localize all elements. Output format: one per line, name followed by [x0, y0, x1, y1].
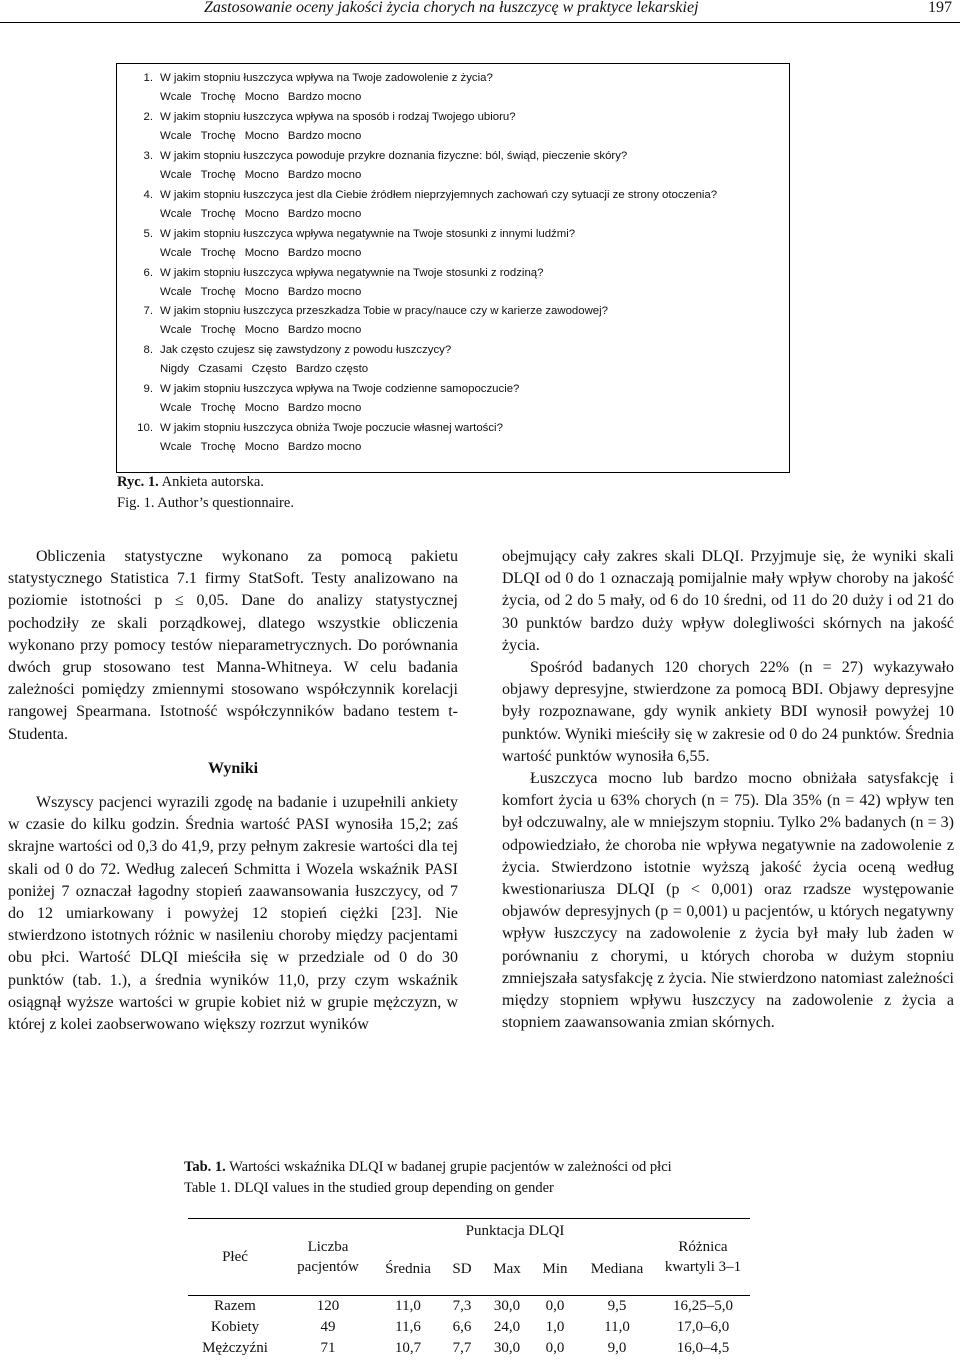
answer-option: Mocno [244, 285, 279, 298]
question-text: W jakim stopniu łuszczyca wpływa na Twoje codzienne samopoczucie? [160, 383, 520, 396]
answer-option: Mocno [244, 441, 279, 454]
question-text: W jakim stopniu łuszczyca jest dla Ciebie źródłem nieprzyjemnych zachowań czy sytuacji ze strony otoczenia? [160, 188, 718, 201]
figure-caption-pl [117, 474, 264, 491]
table-cell: 10,7 [394, 1340, 422, 1356]
question-number: 6. [143, 266, 153, 279]
table-cell: Razem [188, 1296, 282, 1318]
table-cell: 0,0 [532, 1296, 578, 1318]
answer-option: Trochę [200, 246, 236, 259]
question-text: W jakim stopniu łuszczyca wpływa na Twoje zadowolenie z życia? [160, 72, 493, 84]
table-cell: 11,0 [604, 1319, 630, 1335]
header-srednia: Średnia [385, 1261, 431, 1277]
table-cell: 6,6 [452, 1319, 472, 1335]
header-sd: SD [452, 1261, 472, 1277]
dlqi-table [188, 1218, 750, 1359]
answer-option: Mocno [244, 91, 279, 103]
table-cell: Kobiety [210, 1319, 260, 1335]
question-text: W jakim stopniu łuszczyca wpływa na sposób i rodzaj Twojego ubioru? [160, 110, 516, 123]
question-text: Jak często czujesz się zawstydzony z powodu łuszczycy? [160, 344, 452, 357]
answer-option: Wcale [160, 91, 192, 103]
satisfaction-paragraph: Łuszczyca mocno lub bardzo mocno obniżała satysfakcję i komfort życia u 63% chorych (n = 75). Dla 35% (n = 42) wpływ ten był odczuwalny, ale w mniejszym stopniu. Tylko 2% badanych (n = 3) odpowiedziało, że choroba nie wpływa negatywnie na zadowolenie z życia. Stwierdzono istotnie wyższą jakość życia oceną według kwestionariusza DLQI (p < 0,001) oraz rzadsze występowanie objawów depresyjnych (p = 0,001) u pacjentów, u których negatywny wpływ łuszczycy na zadowolenie z życia był mały lub żaden w porównaniu z chorymi, u których choroba w dużym stopniu zmniejszała satysfakcję z życia. Nie stwierdzono natomiast zależności między stopniem wpływu łuszczycy na zadowolenie z życia a stopniem zaawansowania zmian skórnych. [502, 770, 954, 1032]
results-paragraph: Wszyscy pacjenci wyrazili zgodę na badanie i uzupełnili ankiety w czasie do kilku godzin. Średnia wartość PASI wynosiła 15,2; zaś skrajne wartości od 0,3 do 41,9, przy pełnym zakresie wartości dla tej skali od 0 do 72. Według zaleceń Schmitta i Wozela wskaźnik PASI poniżej 7 oznaczał łagodny stopień zaawansowania łuszczycy, od 7 do 12 umiarkowany i powyżej 12 stopień ciężki [23]. Nie stwierdzono istotnych różnic w nasileniu choroby między pacjentami obu płci. Wartość DLQI mieściła się w przedziale od 0 do 30 punktów (tab. 1.), a średnia wyników 11,0, przy czym wskaźnik osiągnął wyższe wartości w grupie kobiet niż w grupie mężczyzn, w której z kolei zaobserwowano większy rozrzut wyników [8, 794, 458, 1034]
dlqi-scale-paragraph: obejmujący cały zakres skali DLQI. Przyjmuje się, że wyniki skali DLQI od 0 do 1 oznaczają pomijalnie mały wpływ choroby na jakość życia, od 2 do 5 mały, od 6 do 10 średni, od 11 do 20 duży i od 21 do 30 punktów bardzo duży wpływ dolegliwości skórnych na jakość życia. [502, 548, 954, 654]
answer-option: Mocno [244, 207, 279, 220]
answer-option: Wcale [160, 246, 192, 259]
answer-options [160, 130, 370, 142]
answer-option: Trochę [200, 168, 236, 181]
question-number: 3. [143, 149, 153, 162]
page-number: 197 [928, 0, 952, 16]
header-min: Min [542, 1261, 568, 1277]
figure-caption-en: Fig. 1. Author’s questionnaire. [117, 495, 294, 511]
answer-options [160, 286, 370, 298]
answer-option: Wcale [160, 207, 192, 220]
question-text: W jakim stopniu łuszczyca wpływa negatywnie na Twoje stosunki z rodziną? [160, 266, 544, 279]
answer-option: Wcale [160, 285, 192, 298]
table-cell: 7,7 [452, 1340, 472, 1356]
figure-caption-text: Ankieta autorska. [158, 474, 264, 490]
answer-options [160, 91, 370, 103]
figure-label: Ryc. 1. [117, 474, 159, 490]
table-cell: 11,0 [374, 1296, 442, 1318]
table-cell: 24,0 [493, 1319, 521, 1335]
question-text: W jakim stopniu łuszczyca przeszkadza Tobie w pracy/nauce czy w karierze zawodowej? [160, 305, 609, 318]
table-cell: 120 [282, 1296, 374, 1318]
table-cell: 0,0 [545, 1340, 565, 1356]
header-plec: Płeć [188, 1219, 282, 1296]
table-caption-en: Table 1. DLQI values in the studied group depending on gender [184, 1180, 554, 1196]
answer-option: Bardzo mocno [287, 441, 362, 454]
answer-option: Wcale [160, 324, 192, 337]
answer-option: Trochę [200, 402, 236, 415]
answer-option: Wcale [160, 441, 192, 454]
answer-option: Trochę [200, 129, 236, 142]
answer-options [160, 247, 370, 259]
table-cell: 1,0 [545, 1319, 565, 1335]
question-text: W jakim stopniu łuszczyca wpływa negatywnie na Twoje stosunki z innymi ludźmi? [160, 227, 576, 240]
header-punktacja: Punktacja DLQI [374, 1219, 656, 1244]
right-column [502, 546, 954, 1034]
answer-options [160, 402, 370, 414]
table-cell: Mężczyźni [202, 1340, 268, 1356]
table-cell: 17,0–6,0 [676, 1319, 730, 1335]
table-cell: 30,0 [482, 1296, 532, 1318]
answer-option: Wcale [160, 168, 192, 181]
answer-options [160, 324, 370, 336]
answer-options [160, 208, 370, 220]
answer-option: Wcale [160, 402, 192, 415]
answer-option: Mocno [244, 402, 279, 415]
table-cell: 30,0 [493, 1340, 521, 1356]
question-number: 5. [143, 227, 153, 240]
answer-option: Trochę [200, 207, 236, 220]
question-number: 7. [143, 305, 153, 318]
answer-option: Bardzo mocno [287, 129, 362, 142]
table-cell: 71 [320, 1340, 336, 1356]
answer-option: Trochę [200, 324, 236, 337]
left-column [8, 546, 458, 1036]
table-cell: 9,5 [578, 1296, 656, 1318]
table-caption-text: Wartości wskaźnika DLQI w badanej grupie pacjentów w zależności od płci [225, 1159, 672, 1175]
results-heading: Wyniki [207, 759, 259, 777]
table-cell: 16,25–5,0 [656, 1296, 750, 1318]
answer-option: Mocno [244, 129, 279, 142]
header-mediana: Mediana [590, 1261, 644, 1277]
question-number: 1. [143, 72, 153, 84]
methods-paragraph: Obliczenia statystyczne wykonano za pomocą pakietu statystycznego Statistica 7.1 firmy StatSoft. Testy analizowano na poziomie istotności p ≤ 0,05. Dane do analizy statystycznej pochodziły ze skali porządkowej, dlatego wszystkie obliczenia wykonano przy pomocy testów nieparametrycznych. Do porównania dwóch grup stosowano test Manna-Whitneya. W celu badania zależności pomiędzy zmiennymi stosowano współczynnik korelacji rangowej Spearmana. Istotność współczynników badano testem t-Studenta. [8, 548, 458, 743]
table-cell: 9,0 [607, 1340, 627, 1356]
answer-options [160, 169, 370, 181]
answer-option: Bardzo mocno [287, 168, 362, 181]
question-number: 9. [143, 383, 153, 396]
question-number: 8. [143, 344, 153, 357]
answer-option: Trochę [200, 285, 236, 298]
questionnaire-figure [116, 63, 790, 473]
depression-paragraph: Spośród badanych 120 chorych 22% (n = 27) wykazywało objawy depresyjne, stwierdzone za pomocą BDI. Objawy depresyjne były rozpoznawane, gdy wynik ankiety BDI wynosił powyżej 10 punktów. Wyniki mieściły się w zakresie od 0 do 24 punktów. Średnia wartość punktów wynosiła 6,55. [502, 659, 954, 765]
answer-option: Mocno [244, 246, 279, 259]
table-row [188, 1296, 750, 1318]
header-liczba: Liczba pacjentów [282, 1219, 374, 1296]
table-row [188, 1338, 750, 1359]
answer-options [160, 363, 377, 375]
answer-option: Wcale [160, 129, 192, 142]
answer-option: Mocno [244, 168, 279, 181]
table-cell: 49 [320, 1319, 336, 1335]
table-cell: 7,3 [442, 1296, 482, 1318]
answer-option: Bardzo mocno [287, 285, 362, 298]
answer-option: Często [251, 363, 287, 376]
question-text: W jakim stopniu łuszczyca powoduje przykre doznania fizyczne: ból, świąd, pieczenie skóry? [160, 149, 628, 162]
table-cell: 11,6 [395, 1319, 421, 1335]
table-row [188, 1317, 750, 1338]
question-number: 2. [143, 110, 153, 123]
answer-options [160, 441, 370, 453]
question-number: 4. [143, 188, 153, 201]
answer-option: Czasami [198, 363, 243, 376]
running-title: Zastosowanie oceny jakości życia chorych na łuszczycę w praktyce lekarskiej [204, 0, 699, 16]
header-roznica: Różnica kwartyli 3–1 [656, 1219, 750, 1296]
answer-option: Trochę [200, 441, 236, 454]
question-number: 10. [137, 422, 153, 435]
running-header [0, 0, 960, 23]
header-max: Max [493, 1261, 521, 1277]
question-text: W jakim stopniu łuszczyca obniża Twoje poczucie własnej wartości? [160, 422, 503, 435]
answer-option: Nigdy [160, 363, 190, 376]
answer-option: Bardzo mocno [287, 246, 362, 259]
answer-option: Bardzo mocno [287, 402, 362, 415]
table-caption-pl [184, 1159, 672, 1176]
answer-option: Bardzo często [295, 363, 369, 376]
answer-option: Bardzo mocno [287, 91, 362, 103]
answer-option: Trochę [200, 91, 236, 103]
table-label: Tab. 1. [184, 1159, 226, 1175]
answer-option: Mocno [244, 324, 279, 337]
answer-option: Bardzo mocno [287, 324, 362, 337]
table-cell: 16,0–4,5 [676, 1340, 730, 1356]
answer-option: Bardzo mocno [287, 207, 362, 220]
